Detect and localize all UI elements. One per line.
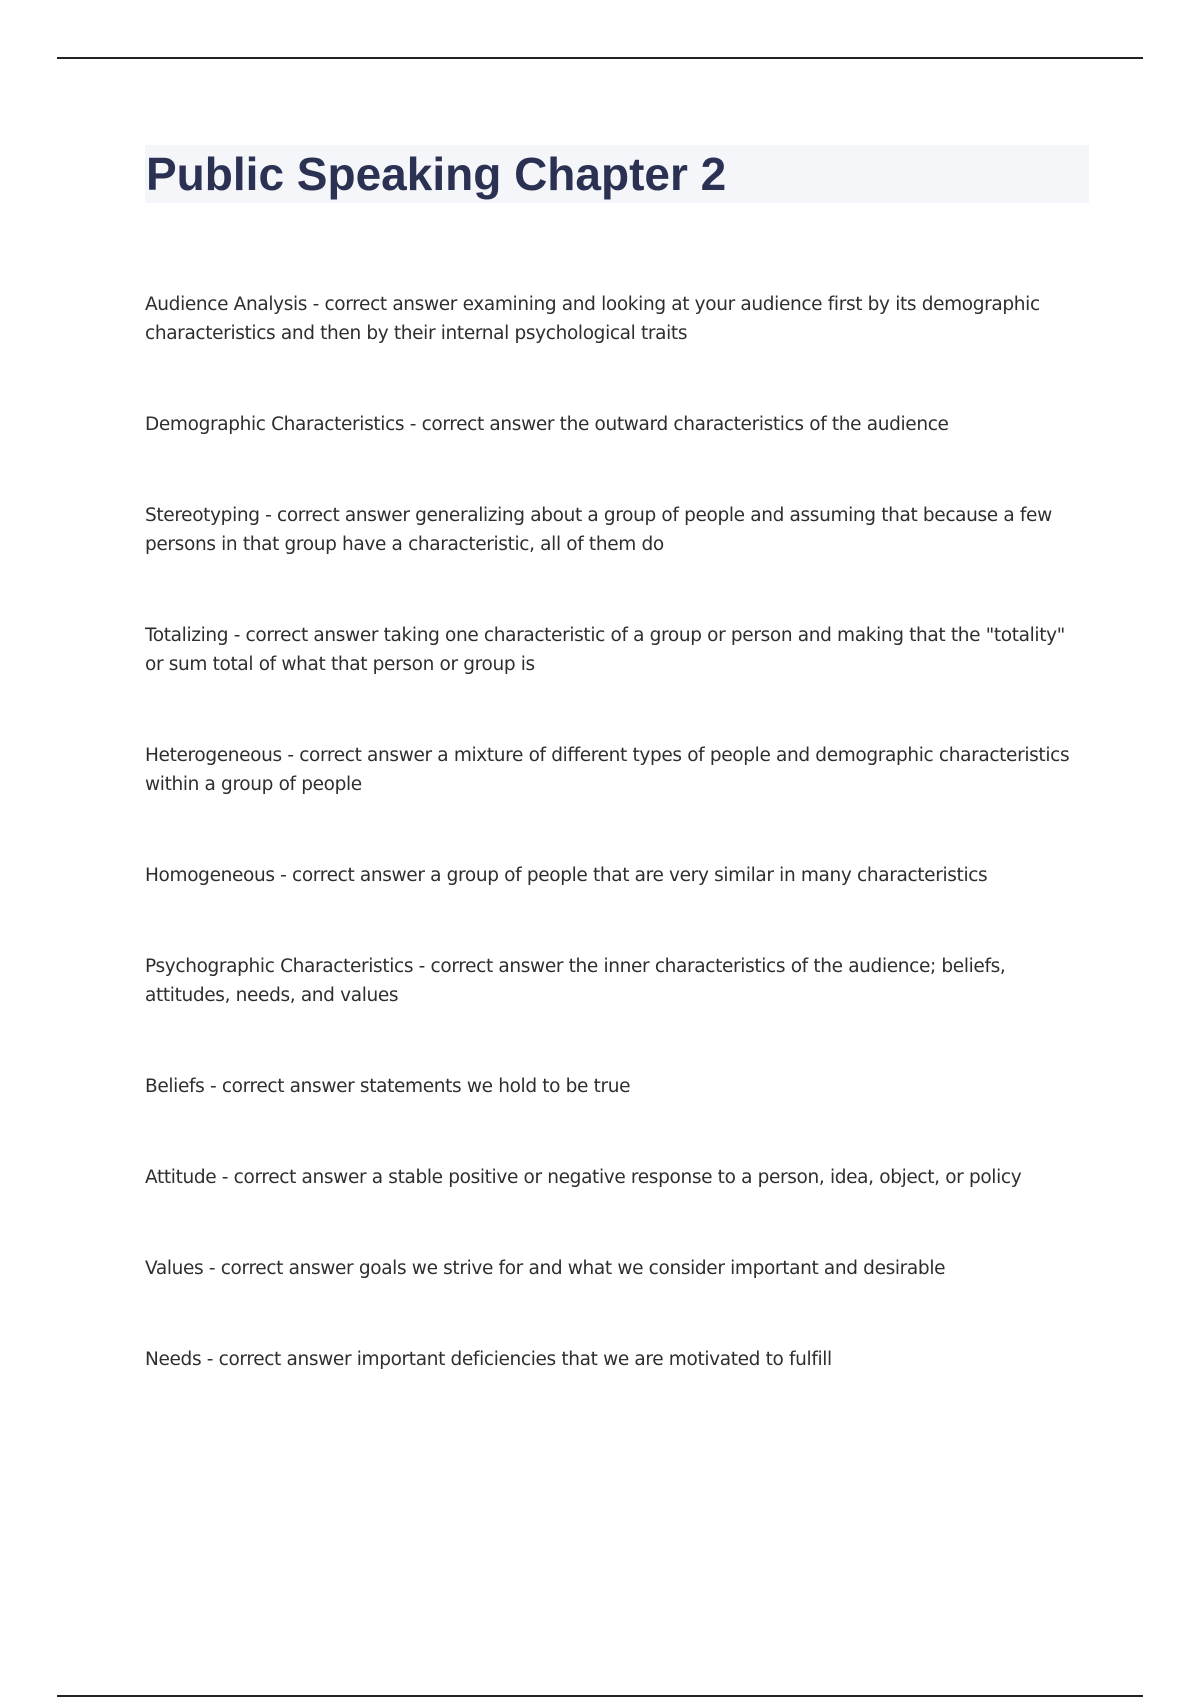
definition-entry-heterogeneous: Heterogeneous - correct answer a mixture of different types of people and demographic characteristics within a group of people — [145, 745, 1070, 795]
definition-entry-attitude: Attitude - correct answer a stable positive or negative response to a person, idea, object, or policy — [145, 1167, 1022, 1188]
definition-entry-homogeneous: Homogeneous - correct answer a group of people that are very similar in many characteristics — [145, 865, 988, 886]
page-title: Public Speaking Chapter 2 — [146, 148, 727, 200]
definition-entry-stereotyping: Stereotyping - correct answer generalizing about a group of people and assuming that because a few persons in that group have a characteristic, all of them do — [145, 505, 1052, 555]
definition-entry-demographic-characteristics: Demographic Characteristics - correct answer the outward characteristics of the audience — [145, 414, 949, 435]
definition-entry-needs: Needs - correct answer important deficiencies that we are motivated to fulfill — [145, 1349, 832, 1370]
definition-list — [145, 290, 1075, 1436]
definition-entry-totalizing: Totalizing - correct answer taking one characteristic of a group or person and making that the "totality" or sum total of what that person or group is — [145, 625, 1065, 675]
definition-entry-audience-analysis: Audience Analysis - correct answer examining and looking at your audience first by its demographic characteristics and then by their internal psychological traits — [145, 294, 1040, 344]
definition-entry-psychographic-characteristics: Psychographic Characteristics - correct answer the inner characteristics of the audience; beliefs, attitudes, needs, and values — [145, 956, 1006, 1006]
definition-entry-values: Values - correct answer goals we strive for and what we consider important and desirable — [145, 1258, 946, 1279]
definition-entry-beliefs: Beliefs - correct answer statements we hold to be true — [145, 1076, 631, 1097]
bottom-rule — [57, 1695, 1143, 1697]
top-rule — [57, 57, 1143, 59]
